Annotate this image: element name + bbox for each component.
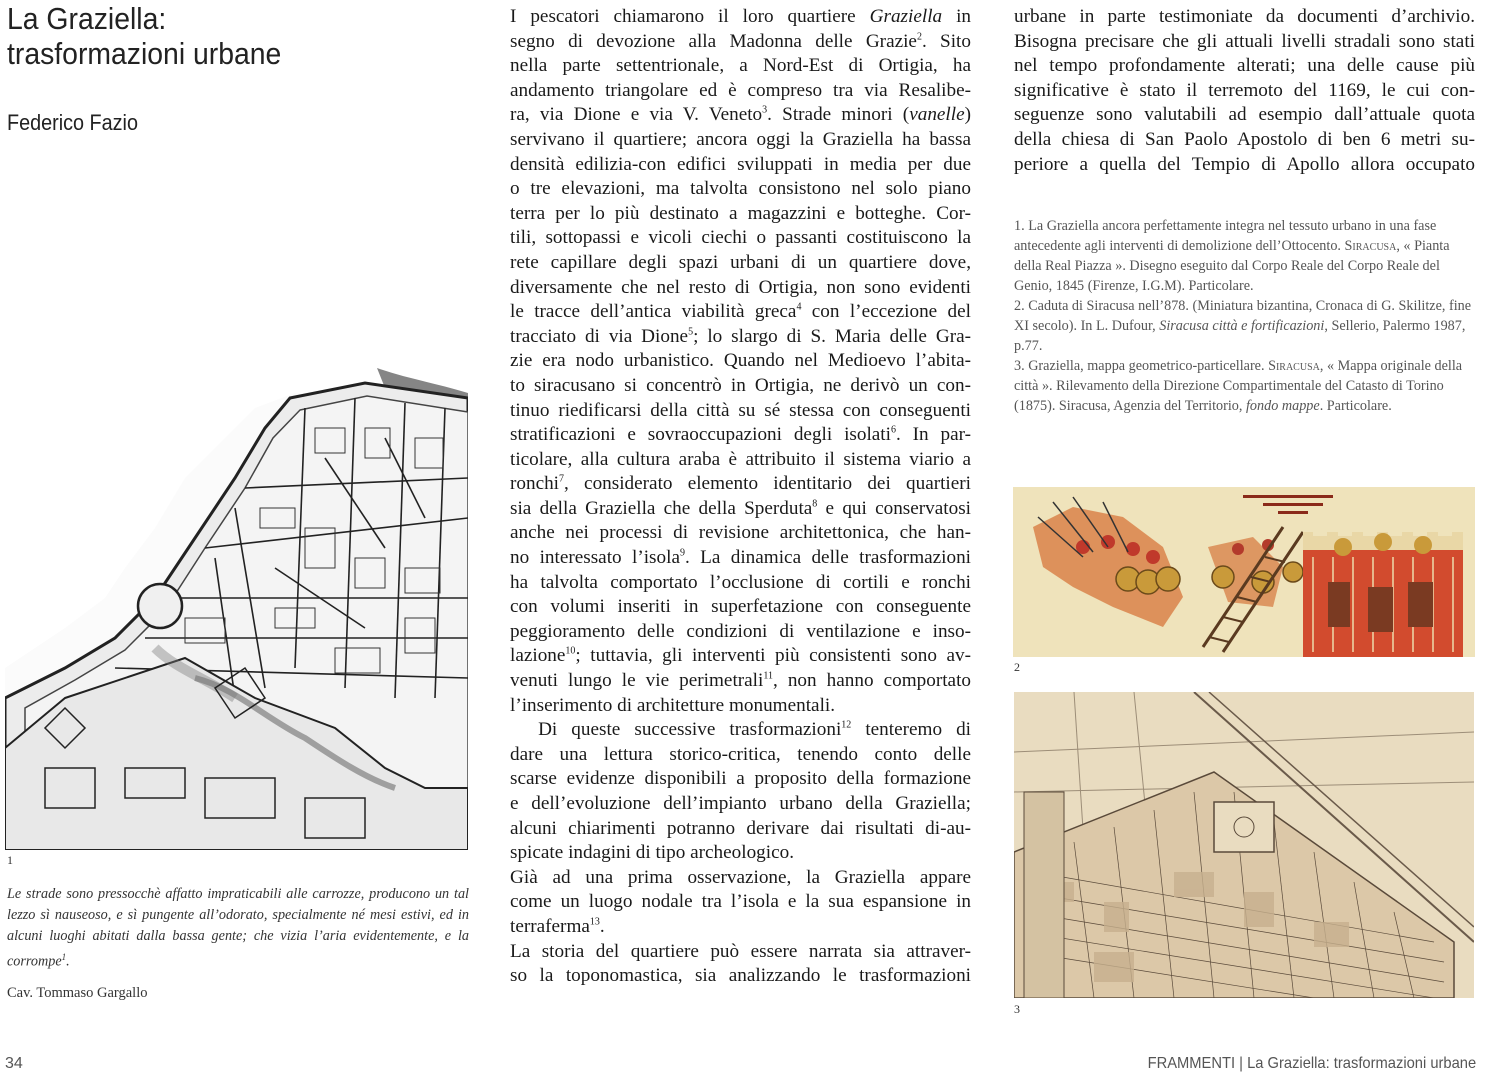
caption-3: 3. Graziella, mappa geometrico-particellare. Siracusa, « Mappa originale della città ». Rilevamento della Direzione Compartimentale del Catasto di Torino (1875). Siracusa, Agenzia del Territorio, fondo mappe. Particolare. — [1014, 358, 1463, 414]
quote-author: Cav. Tommaso Gargallo — [7, 985, 148, 1001]
figure-2-number: 2 — [1014, 660, 1020, 674]
figure-2-miniature — [1013, 487, 1475, 657]
title-line-1: La Graziella: — [7, 2, 167, 36]
body-column-2: urbane in parte testimoniate da documenti d’archivio. Bisogna precisare che gli attuali livelli stradali sono stati nel tempo profondamente alterati; una delle cause più significative è stato il terremoto del 1169, le cui con- seguenze sono valutabili ad esempio dall’attuale quota della chiesa di San Paolo Apostolo di ben 6 metri su- periore a quella del Tempio di Apollo allora occupato — [1014, 6, 1475, 175]
figure-1-map — [5, 368, 468, 850]
running-footer: FRAMMENTI | La Graziella: trasformazioni urbane — [1147, 1055, 1476, 1072]
caption-2: 2. Caduta di Siracusa nell’878. (Miniatura bizantina, Cronaca di G. Skilitze, fine XI secolo). In L. Dufour, Siracusa città e fortificazioni, Sellerio, Palermo 1987, p.77. — [1014, 298, 1472, 354]
figure-captions — [1014, 216, 1474, 416]
quote-end: . — [66, 953, 70, 970]
article-title — [7, 2, 444, 72]
figure-1-number: 1 — [7, 853, 13, 867]
epigraph-quote — [7, 884, 469, 973]
figure-3-number: 3 — [1014, 1002, 1020, 1016]
title-line-2: trasformazioni urbane — [7, 37, 282, 71]
figure-3-map — [1014, 692, 1474, 998]
author-name: Federico Fazio — [7, 110, 138, 135]
quote-text: Le strade sono pressocchè affatto impraticabili alle carrozze, producono un tal lezzo sì nauseoso, e sì pungente all’odorato, specialmente né mesi estivi, ed in alcuni luoghi abitati dalla bassa gente; che vizia l’aria evidentemente, e la corrompe — [7, 886, 469, 970]
caption-1: 1. La Graziella ancora perfettamente integra nel tessuto urbano in una fase antecedente agli interventi di demolizione dell’Ottocento. Siracusa, « Pianta della Real Piazza ». Disegno eseguito dal Corpo Reale del Corpo Reale del Genio, 1845 (Firenze, I.G.M). Particolare. — [1014, 218, 1450, 294]
quote-note-ref: 1 — [61, 952, 67, 962]
body-column-1: I pescatori chiamarono il loro quartiere Graziella in segno di devozione alla Madonna delle Grazie$^2$. Sito nella parte settentrionale, a Nord-Est di Ortigia, ha andamento triangolare ed è compreso tra via Resalibe- ra, via Dione e via V. Veneto$^3$. Strade minori (vanelle) servivano il quartiere; ancora oggi la Graziella ha bassa densità edilizia-con edifici sviluppati in media per due o tre elevazioni, ma talvolta consistono nel solo piano terra per lo più destinato a magazzini e botteghe. Cor- tili, sottopassi e vicoli ciechi o passanti costituiscono la rete capillare degli spazi urbani di un quartiere dove, diversamente che nel resto di Ortigia, non sono evidenti le tracce dell’antica viabilità greca$^4$ con l’eccezione del tracciato di via Dione$^5$; lo slargo di S. Maria delle Gra- zie era nodo urbanistico. Quando nel Medioevo l’abita- to siracusano si concentrò in Ortigia, ne derivò un con- tinuo riedificarsi della città su sé stessa con conseguenti stratificazioni e sovraoccupazioni degli isolati$^6$. In par- ticolare, alla cultura araba è attribuito il sistema viario a ronchi$^7$, considerato elemento identitario dei quartieri sia della Graziella che della Sperduta$^8$ e qui conservatosi anche nei processi di revisione architettonica, che han- no interessato l’isola$^9$. La dinamica delle trasformazioni ha talvolta comportato l’occlusione di cortili e ronchi con volumi inseriti in superfetazione con conseguente peggioramento delle condizioni di ventilazione e inso- lazione$^{10}$; tuttavia, gli interventi più consistenti sono av- venuti lungo le vie perimetrali$^{11}$, non hanno comportato l’inserimento di architetture monumentali. Di queste successive trasformazioni$^{12}$ tenteremo di dare una lettura storico-critica, tenendo conto delle scarse evidenze disponibili a proposito della formazione e dell’evoluzione dell’impianto urbano della Graziella; alcuni chiarimenti potranno derivare dai risultati di-au- spicate indagini di tipo archeologico. Già ad una prima osservazione, la Graziella appare come un luogo nodale tra l’isola e la sua espansione in terraferma$^{13}$. La storia del quartiere può essere narrata sia attraver- so la toponomastica, sia analizzando le trasformazioni — [510, 6, 972, 987]
page-number: 34 — [5, 1055, 23, 1072]
